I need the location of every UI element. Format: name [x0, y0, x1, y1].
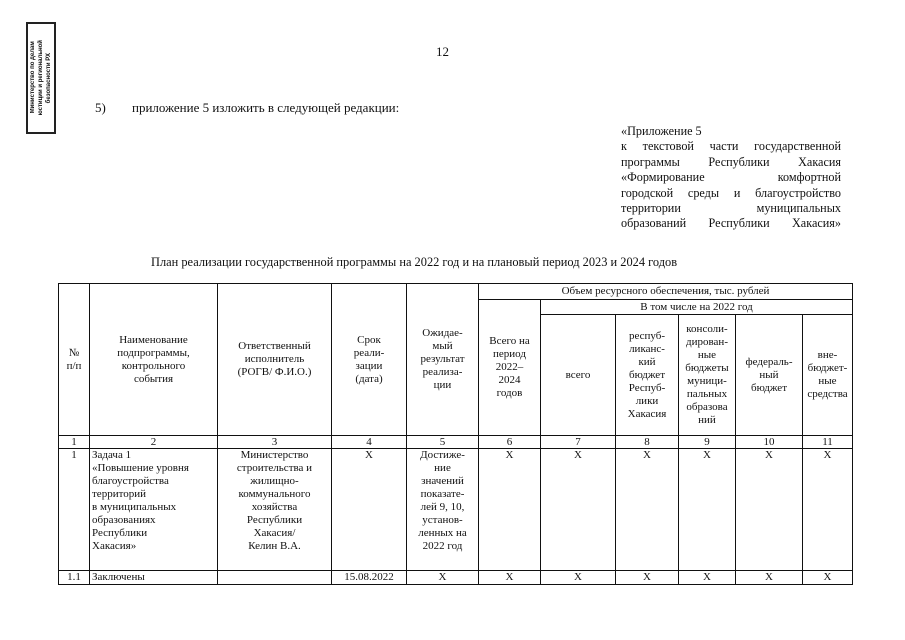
cell-republic: Х [616, 449, 679, 571]
implementation-plan-table [58, 283, 853, 585]
cell-total: Х [479, 449, 541, 571]
column-index: 6 [479, 436, 541, 449]
header-result: Ожидае- мый результат реализа- ции [407, 284, 479, 436]
page-number: 12 [436, 44, 449, 59]
cell-republic: Х [616, 571, 679, 585]
appendix-line: городской среды и благоустройство [621, 185, 841, 200]
stamp-text [29, 40, 53, 115]
column-index: 9 [679, 436, 736, 449]
appendix-line: образований Республики Хакасия» [621, 216, 841, 231]
cell-num: 1.1 [59, 571, 90, 585]
stamp-line: Министерство по делам [30, 41, 36, 115]
header-deadline: Срок реали- зации (дата) [332, 284, 407, 436]
appendix-heading-block [621, 124, 841, 232]
stamp-line: юстиции и региональной [38, 40, 44, 116]
column-index: 4 [332, 436, 407, 449]
appendix-line: территории муниципальных [621, 201, 841, 216]
cell-result: Достиже- ние значений показате- лей 9, 10, установ- ленных на 2022 год [407, 449, 479, 571]
cell-executor: Министерство строительства и жилищно- коммунального хозяйства Республики Хакасия/ Келин В.А. [218, 449, 332, 571]
cell-total: Х [479, 571, 541, 585]
cell-name: Задача 1 «Повышение уровня благоустройства территорий в муниципальных образованиях Республики Хакасия» [90, 449, 218, 571]
cell-all: Х [541, 449, 616, 571]
stamp-line: безопасности РХ [46, 52, 52, 104]
cell-num: 1 [59, 449, 90, 571]
header-including-2022: В том числе на 2022 год [541, 300, 853, 315]
cell-consolidated: Х [679, 571, 736, 585]
appendix-line: к текстовой части государственной [621, 139, 841, 154]
ministry-registration-stamp [26, 22, 56, 134]
appendix-line: программы Республики Хакасия [621, 154, 841, 169]
cell-deadline: 15.08.2022 [332, 571, 407, 585]
table-row [59, 449, 853, 571]
cell-extra: Х [803, 449, 853, 571]
header-name: Наименование подпрограммы, контрольного события [90, 284, 218, 436]
column-index: 8 [616, 436, 679, 449]
header-executor: Ответственный исполнитель (РОГВ/ Ф.И.О.) [218, 284, 332, 436]
header-republic-budget: респуб- ликанс- кий бюджет Респуб- лики Хакасия [616, 315, 679, 436]
header-total: Всего на период 2022– 2024 годов [479, 300, 541, 436]
cell-all: Х [541, 571, 616, 585]
cell-deadline: Х [332, 449, 407, 571]
column-index-row [59, 436, 853, 449]
cell-executor [218, 571, 332, 585]
appendix-line: «Приложение 5 [621, 124, 702, 138]
column-index: 1 [59, 436, 90, 449]
cell-name: Заключены [90, 571, 218, 585]
cell-federal: Х [736, 571, 803, 585]
column-index: 10 [736, 436, 803, 449]
cell-extra: Х [803, 571, 853, 585]
appendix-line: «Формирование комфортной [621, 170, 841, 185]
plan-title: План реализации государственной программы на 2022 год и на плановый период 2023 и 2024 годов [151, 255, 678, 269]
header-all: всего [541, 315, 616, 436]
cell-federal: Х [736, 449, 803, 571]
header-resources: Объем ресурсного обеспечения, тыс. рублей [479, 284, 853, 300]
column-index: 7 [541, 436, 616, 449]
header-consolidated-budgets: консоли- дирован- ные бюджеты муници- пальных образова ний [679, 315, 736, 436]
header-extra-budgetary: вне- бюджет- ные средства [803, 315, 853, 436]
header-row [59, 284, 853, 300]
column-index: 2 [90, 436, 218, 449]
column-index: 11 [803, 436, 853, 449]
header-federal-budget: федераль- ный бюджет [736, 315, 803, 436]
cell-consolidated: Х [679, 449, 736, 571]
column-index: 3 [218, 436, 332, 449]
column-index: 5 [407, 436, 479, 449]
amendment-item-text: приложение 5 изложить в следующей редакции: [132, 100, 400, 115]
cell-result: Х [407, 571, 479, 585]
header-num: № п/п [59, 284, 90, 436]
amendment-item-number: 5) [95, 100, 106, 115]
table-row [59, 571, 853, 585]
